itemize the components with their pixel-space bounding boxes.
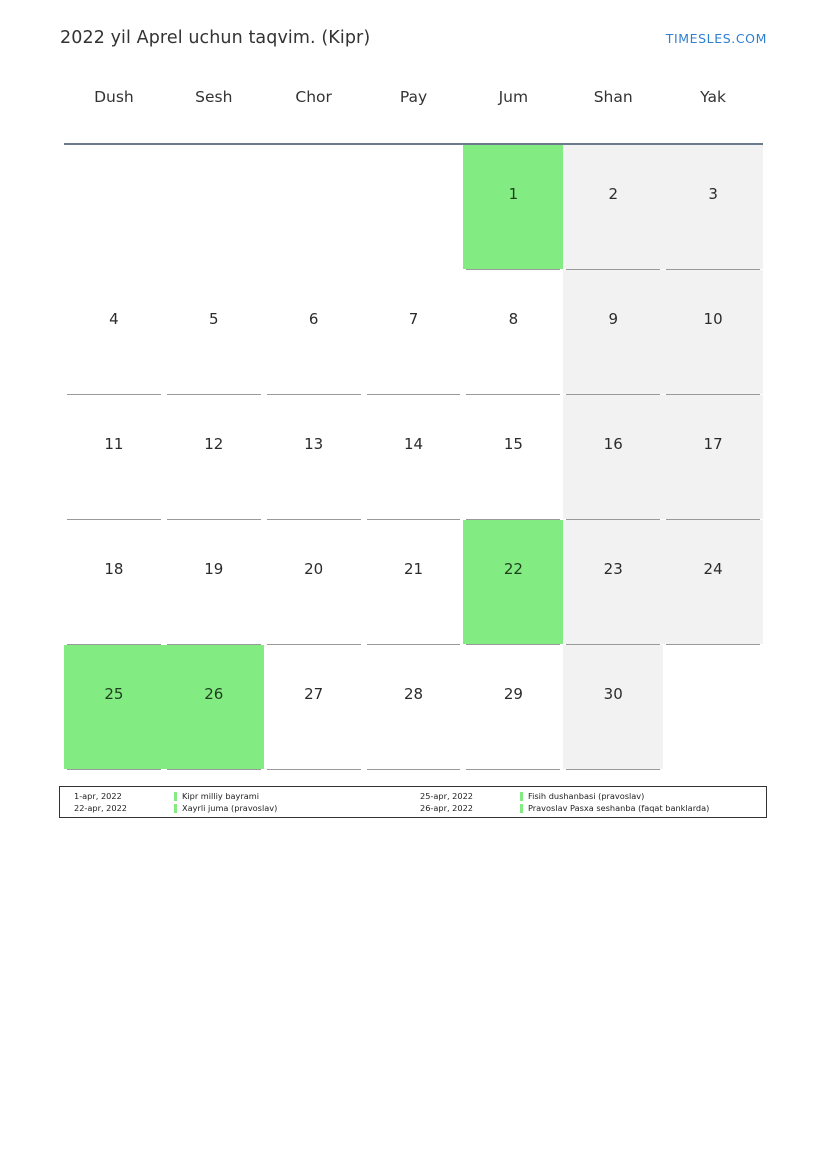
day-cell-holiday[interactable]: 26: [164, 645, 264, 770]
day-cell[interactable]: 5: [164, 270, 264, 395]
legend-right-names: [520, 790, 758, 814]
legend-left-dates: [66, 790, 174, 814]
day-cell[interactable]: 14: [364, 395, 464, 520]
day-cell[interactable]: 6: [264, 270, 364, 395]
weekday-header-row: [64, 88, 763, 106]
legend-left-names: [174, 790, 412, 814]
weekday-pay: Pay: [399, 88, 428, 106]
day-cell[interactable]: 7: [364, 270, 464, 395]
holiday-swatch-icon: [174, 792, 177, 801]
weekday-yak: Yak: [700, 88, 726, 106]
weekday-chor: Chor: [295, 88, 332, 106]
legend-item: [520, 802, 758, 814]
day-cell[interactable]: 30: [563, 645, 663, 770]
day-cell[interactable]: 2: [563, 145, 663, 270]
day-cell[interactable]: [264, 145, 364, 270]
weekday-sesh: Sesh: [195, 88, 233, 106]
day-cell[interactable]: 11: [64, 395, 164, 520]
day-cell[interactable]: 10: [663, 270, 763, 395]
day-cell[interactable]: 23: [563, 520, 663, 645]
holiday-swatch-icon: [520, 804, 523, 813]
day-cell[interactable]: 13: [264, 395, 364, 520]
day-cell[interactable]: 19: [164, 520, 264, 645]
legend-item: [174, 790, 412, 802]
day-cell[interactable]: 20: [264, 520, 364, 645]
calendar-week-row: [64, 145, 763, 270]
day-cell[interactable]: 28: [364, 645, 464, 770]
weekday-jum: Jum: [498, 88, 529, 106]
holiday-swatch-icon: [520, 792, 523, 801]
day-cell[interactable]: [64, 145, 164, 270]
day-cell[interactable]: 8: [463, 270, 563, 395]
legend: [59, 786, 767, 818]
day-cell-holiday[interactable]: 25: [64, 645, 164, 770]
calendar-week-row: [64, 645, 763, 770]
day-cell[interactable]: 29: [463, 645, 563, 770]
day-cell[interactable]: [663, 645, 763, 770]
legend-label: Fisih dushanbasi (pravoslav): [528, 791, 645, 801]
weekday-shan: Shan: [593, 88, 633, 106]
calendar-grid: [64, 143, 763, 770]
day-cell[interactable]: 21: [364, 520, 464, 645]
brand-link[interactable]: TIMESLES.COM: [665, 30, 767, 46]
holiday-swatch-icon: [174, 804, 177, 813]
legend-right-dates: [412, 790, 520, 814]
legend-item: [520, 790, 758, 802]
day-cell[interactable]: 27: [264, 645, 364, 770]
legend-label: Kipr milliy bayrami: [182, 791, 260, 801]
day-cell[interactable]: 24: [663, 520, 763, 645]
day-cell[interactable]: 18: [64, 520, 164, 645]
day-cell-holiday[interactable]: 1: [463, 145, 563, 270]
legend-item: [174, 802, 412, 814]
legend-label: Xayrli juma (pravoslav): [182, 803, 278, 813]
legend-date: 25-apr, 2022: [420, 791, 473, 801]
day-cell[interactable]: [364, 145, 464, 270]
page-title: 2022 yil Aprel uchun taqvim. (Kipr): [60, 28, 371, 48]
calendar-week-row: [64, 395, 763, 520]
day-cell-holiday[interactable]: 22: [463, 520, 563, 645]
calendar-week-row: [64, 270, 763, 395]
day-cell[interactable]: 3: [663, 145, 763, 270]
legend-date: 26-apr, 2022: [420, 803, 473, 813]
day-cell[interactable]: 15: [463, 395, 563, 520]
legend-date: 22-apr, 2022: [74, 803, 127, 813]
day-cell[interactable]: [164, 145, 264, 270]
calendar-week-row: [64, 520, 763, 645]
legend-date: 1-apr, 2022: [74, 791, 122, 801]
legend-label: Pravoslav Pasxa seshanba (faqat banklarda): [528, 803, 710, 813]
day-cell[interactable]: 9: [563, 270, 663, 395]
day-cell[interactable]: 12: [164, 395, 264, 520]
day-cell[interactable]: 17: [663, 395, 763, 520]
day-cell[interactable]: 16: [563, 395, 663, 520]
day-cell[interactable]: 4: [64, 270, 164, 395]
page-header: [60, 18, 767, 58]
weekday-dush: Dush: [94, 88, 134, 106]
